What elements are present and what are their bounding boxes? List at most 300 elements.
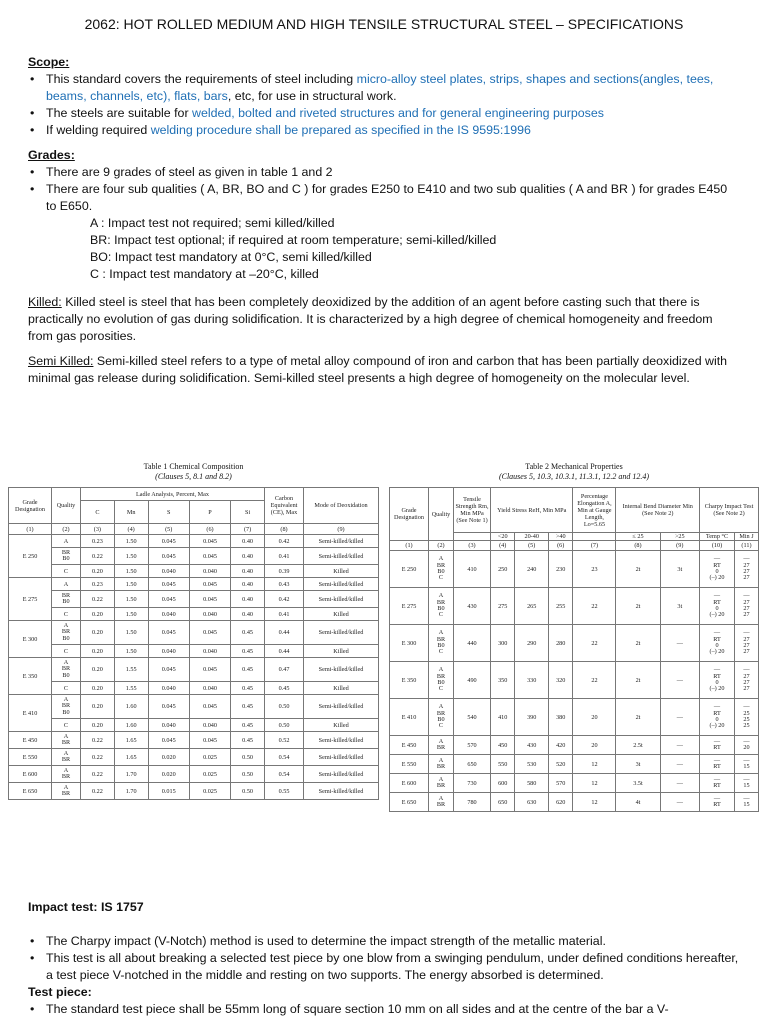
t1-value-cell: 0.22 [81, 766, 115, 783]
t1-value-cell: 0.045 [189, 548, 230, 565]
t1-value-cell: 0.45 [231, 645, 265, 658]
t1-value-cell: 0.40 [231, 578, 265, 591]
t1-value-cell: 0.54 [265, 766, 304, 783]
t1-value-cell: 0.43 [265, 578, 304, 591]
t2-temp-cell: — RT [700, 793, 735, 812]
impact-heading: Impact test: IS 1757 [28, 900, 144, 914]
t2-j-cell: — 27 27 27 [734, 662, 758, 699]
t1-value-cell: 0.045 [148, 732, 189, 749]
t2-q-cell: A BR [429, 774, 454, 793]
test-piece-heading: Test piece: [28, 985, 92, 999]
t1-h-quality: Quality [52, 488, 81, 524]
t2-y2-cell: 530 [515, 755, 549, 774]
t1-quality-cell: C [52, 565, 81, 578]
t1-quality-cell: A [52, 578, 81, 591]
t1-value-cell: 0.45 [231, 658, 265, 682]
table-row [9, 732, 379, 749]
table-row [390, 736, 759, 755]
t1-value-cell: 0.45 [231, 719, 265, 732]
t1-quality-cell: C [52, 645, 81, 658]
t2-col-num: (9) [660, 541, 700, 551]
t2-temp-cell: — RT 0 (–) 20 [700, 625, 735, 662]
t2-temp-cell: — RT 0 (–) 20 [700, 551, 735, 588]
t1-grade-cell: E 250 [9, 535, 52, 578]
table-row [390, 625, 759, 662]
t2-h-blank [454, 533, 491, 541]
t2-el-cell: 22 [573, 662, 616, 699]
t1-quality-cell: A BR [52, 749, 81, 766]
t1-value-cell: 0.20 [81, 695, 115, 719]
t1-value-cell: 1.60 [114, 695, 148, 719]
t2-ts-cell: 540 [454, 699, 491, 736]
t2-b1-cell: 2t [616, 551, 660, 588]
t1-value-cell: 0.040 [148, 565, 189, 578]
t2-b2-cell: — [660, 699, 700, 736]
t2-b1-cell: 2.5t [616, 736, 660, 755]
t1-value-cell: Semi-killed/killed [304, 548, 379, 565]
t1-col-num: (9) [304, 524, 379, 535]
t2-grade-cell: E 300 [390, 625, 429, 662]
t1-value-cell: 0.23 [81, 578, 115, 591]
t1-value-cell: 0.50 [231, 749, 265, 766]
t2-b1-cell: 2t [616, 662, 660, 699]
t2-h-y2: 20-40 [515, 533, 549, 541]
t2-h-tensile: Tensile Strength Rm, Min MPa (See Note 1) [454, 488, 491, 533]
t2-el-cell: 12 [573, 793, 616, 812]
t1-value-cell: 0.040 [189, 719, 230, 732]
t1-grade-cell: E 300 [9, 621, 52, 658]
impact-bullet-3: • The standard test piece shall be 55mm long of square section 10 mm on all sides and at the centre of the bar a V- [28, 1001, 740, 1018]
t1-quality-cell: A BR B0 [52, 658, 81, 682]
t2-col-num: (2) [429, 541, 454, 551]
t2-y3-cell: 255 [549, 588, 573, 625]
t1-value-cell: 0.52 [265, 732, 304, 749]
t1-value-cell: 0.025 [189, 749, 230, 766]
t1-value-cell: 0.040 [148, 645, 189, 658]
t1-value-cell: 0.50 [265, 719, 304, 732]
semi-killed-text: Semi-killed steel refers to a type of metal alloy compound of iron and carbon that has been partially deoxidized with minimal gas release during solidification. Semi-killed steel presents a high degree of homogeneity on the molecular level. [28, 354, 728, 385]
t2-temp-cell: — RT [700, 755, 735, 774]
t1-col-num: (1) [9, 524, 52, 535]
t1-value-cell: 0.025 [189, 766, 230, 783]
t1-value-cell: 0.20 [81, 682, 115, 695]
table-row [9, 766, 379, 783]
t1-value-cell: 0.045 [189, 591, 230, 608]
t2-col-num: (1) [390, 541, 429, 551]
t1-value-cell: 1.65 [114, 732, 148, 749]
t2-j-cell: — 27 27 27 [734, 625, 758, 662]
t2-grade-cell: E 350 [390, 662, 429, 699]
t2-y1-cell: 250 [491, 551, 515, 588]
t1-value-cell: 0.020 [148, 766, 189, 783]
t1-quality-cell: A BR [52, 732, 81, 749]
t1-value-cell: 0.045 [148, 535, 189, 548]
t2-q-cell: A BR B0 C [429, 625, 454, 662]
quality-bo: BO: Impact test mandatory at 0°C, semi killed/killed [90, 250, 372, 264]
semi-killed-definition [28, 353, 740, 387]
t1-value-cell: 0.045 [189, 578, 230, 591]
t1-value-cell: 0.40 [231, 608, 265, 621]
t1-value-cell: 0.50 [231, 766, 265, 783]
t1-value-cell: 0.39 [265, 565, 304, 578]
t2-b1-cell: 3t [616, 755, 660, 774]
t1-value-cell: 1.55 [114, 658, 148, 682]
t1-value-cell: 1.70 [114, 766, 148, 783]
t2-h-blank2 [573, 533, 616, 541]
t2-b2-cell: — [660, 774, 700, 793]
t1-value-cell: 0.40 [231, 565, 265, 578]
t2-ts-cell: 410 [454, 551, 491, 588]
t1-value-cell: Killed [304, 565, 379, 578]
t2-j-cell: — 15 [734, 774, 758, 793]
t1-value-cell: 1.50 [114, 591, 148, 608]
table1-subtitle: (Clauses 5, 8.1 and 8.2) [155, 472, 232, 481]
t2-ts-cell: 490 [454, 662, 491, 699]
t1-value-cell: 0.015 [148, 783, 189, 800]
t1-quality-cell: BR B0 [52, 591, 81, 608]
t2-q-cell: A BR [429, 793, 454, 812]
t2-el-cell: 22 [573, 625, 616, 662]
t1-value-cell: Semi-killed/killed [304, 621, 379, 645]
t2-h-b2: >25 [660, 533, 700, 541]
killed-text: Killed steel is steel that has been completely deoxidized by the addition of an agent before casting such that there is practically no evolution of gas during solidification. It is characterized by a high degree of chemical homogeneity and freedom from gas porosities. [28, 295, 713, 343]
t1-grade-cell: E 600 [9, 766, 52, 783]
t1-value-cell: 1.50 [114, 565, 148, 578]
table-row [390, 755, 759, 774]
t2-h-quality: Quality [429, 488, 454, 541]
t2-b2-cell: — [660, 736, 700, 755]
t1-h-c: C [81, 501, 115, 524]
t1-value-cell: 1.50 [114, 535, 148, 548]
t2-h-charpy: Charpy Impact Test (See Note 2) [700, 488, 759, 533]
t1-value-cell: 0.22 [81, 548, 115, 565]
t1-value-cell: 0.045 [148, 621, 189, 645]
t1-value-cell: 0.40 [231, 548, 265, 565]
t2-y2-cell: 330 [515, 662, 549, 699]
t1-value-cell: 0.20 [81, 719, 115, 732]
grades-heading: Grades: [28, 148, 75, 162]
t2-y1-cell: 300 [491, 625, 515, 662]
table-row [9, 548, 379, 565]
t2-col-num: (4) [491, 541, 515, 551]
t2-b1-cell: 2t [616, 588, 660, 625]
t1-value-cell: 0.44 [265, 645, 304, 658]
t1-h-ladle: Ladle Analysis, Percent, Max [81, 488, 265, 501]
t1-h-mode: Mode of Deoxidation [304, 488, 379, 524]
t1-value-cell: 0.040 [189, 565, 230, 578]
t1-value-cell: 0.045 [148, 578, 189, 591]
table-row [9, 608, 379, 621]
t1-value-cell: Killed [304, 719, 379, 732]
t2-grade-cell: E 600 [390, 774, 429, 793]
mechanical-properties-table [389, 487, 759, 812]
table-row [390, 699, 759, 736]
t1-quality-cell: C [52, 682, 81, 695]
t1-value-cell: 0.045 [148, 548, 189, 565]
t1-value-cell: Semi-killed/killed [304, 591, 379, 608]
t2-b2-cell: — [660, 662, 700, 699]
t1-value-cell: 1.50 [114, 645, 148, 658]
chemical-composition-table [8, 487, 379, 800]
t2-q-cell: A BR B0 C [429, 662, 454, 699]
t1-value-cell: 0.045 [189, 695, 230, 719]
t2-h-elong: Percentage Elongation A, Min at Gauge Length, Lo=5.65 [573, 488, 616, 533]
t1-value-cell: Semi-killed/killed [304, 535, 379, 548]
t1-value-cell: 0.41 [265, 608, 304, 621]
table-row [9, 749, 379, 766]
t1-value-cell: 0.20 [81, 658, 115, 682]
table-row [390, 588, 759, 625]
t2-col-num: (11) [734, 541, 758, 551]
t1-value-cell: Killed [304, 682, 379, 695]
t1-value-cell: 0.40 [231, 591, 265, 608]
t1-h-grade: Grade Designation [9, 488, 52, 524]
t1-value-cell: 0.045 [148, 658, 189, 682]
t2-h-temp: Temp °C [700, 533, 735, 541]
t1-value-cell: 0.55 [265, 783, 304, 800]
t2-grade-cell: E 250 [390, 551, 429, 588]
t1-h-mn: Mn [114, 501, 148, 524]
table-row [9, 645, 379, 658]
t1-quality-cell: A BR [52, 783, 81, 800]
t2-temp-cell: — RT 0 (–) 20 [700, 588, 735, 625]
t1-quality-cell: A BR [52, 766, 81, 783]
t2-y2-cell: 390 [515, 699, 549, 736]
t1-value-cell: 1.65 [114, 749, 148, 766]
t1-value-cell: 1.50 [114, 608, 148, 621]
t2-ts-cell: 780 [454, 793, 491, 812]
table-row [9, 695, 379, 719]
t1-value-cell: 0.040 [189, 608, 230, 621]
table2-caption [389, 462, 759, 482]
t1-grade-cell: E 450 [9, 732, 52, 749]
t2-col-num: (7) [573, 541, 616, 551]
t1-value-cell: 1.50 [114, 548, 148, 565]
t2-el-cell: 20 [573, 699, 616, 736]
t1-value-cell: Semi-killed/killed [304, 749, 379, 766]
scope-bullet-1: • This standard covers the requirements of steel including micro-alloy steel plates, strips, shapes and sections(angles, tees, beams, channels, etc), flats, bars, etc, for use in structural work. [28, 71, 740, 105]
t1-value-cell: 0.040 [189, 645, 230, 658]
t2-h-grade: Grade Designation [390, 488, 429, 541]
t1-value-cell: 0.45 [231, 621, 265, 645]
t2-y3-cell: 620 [549, 793, 573, 812]
table1-title: Table 1 Chemical Composition [143, 462, 244, 471]
t2-y3-cell: 280 [549, 625, 573, 662]
t1-quality-cell: A [52, 535, 81, 548]
t1-col-num: (5) [148, 524, 189, 535]
t1-value-cell: 0.22 [81, 591, 115, 608]
t2-grade-cell: E 410 [390, 699, 429, 736]
t1-value-cell: 0.44 [265, 621, 304, 645]
t1-value-cell: 0.20 [81, 608, 115, 621]
t1-grade-cell: E 350 [9, 658, 52, 695]
t1-value-cell: 0.50 [231, 783, 265, 800]
t2-j-cell: — 15 [734, 755, 758, 774]
t1-value-cell: Killed [304, 645, 379, 658]
table-row [9, 719, 379, 732]
killed-definition [28, 294, 740, 345]
t2-y1-cell: 275 [491, 588, 515, 625]
t1-value-cell: 0.045 [148, 591, 189, 608]
semi-killed-term: Semi Killed: [28, 354, 94, 368]
t2-y2-cell: 240 [515, 551, 549, 588]
t1-value-cell: Semi-killed/killed [304, 783, 379, 800]
t2-y2-cell: 580 [515, 774, 549, 793]
t2-b2-cell: — [660, 755, 700, 774]
t2-y3-cell: 380 [549, 699, 573, 736]
t2-col-num: (3) [454, 541, 491, 551]
t2-b1-cell: 3.5t [616, 774, 660, 793]
t2-h-bend: Internal Bend Diameter Min (See Note 2) [616, 488, 700, 533]
t1-value-cell: Semi-killed/killed [304, 578, 379, 591]
t2-y1-cell: 350 [491, 662, 515, 699]
t1-quality-cell: BR B0 [52, 548, 81, 565]
quality-a: A : Impact test not required; semi killed/killed [90, 216, 335, 230]
t1-value-cell: 0.020 [148, 749, 189, 766]
t1-col-num: (3) [81, 524, 115, 535]
impact-bullet-2: • This test is all about breaking a selected test piece by one blow from a swinging pendulum, under defined conditions hereafter, a test piece V-notched in the middle and resting on two supports. The energy absorbed is determined. [28, 950, 740, 984]
t1-value-cell: 0.20 [81, 621, 115, 645]
page-title: 2062: HOT ROLLED MEDIUM AND HIGH TENSILE STRUCTURAL STEEL – SPECIFICATIONS [84, 16, 684, 32]
t2-grade-cell: E 650 [390, 793, 429, 812]
t1-value-cell: 0.040 [189, 682, 230, 695]
t1-quality-cell: A BR B0 [52, 695, 81, 719]
t2-y1-cell: 410 [491, 699, 515, 736]
t1-grade-cell: E 275 [9, 578, 52, 621]
t2-y3-cell: 320 [549, 662, 573, 699]
table-row [390, 662, 759, 699]
t1-value-cell: 0.23 [81, 535, 115, 548]
quality-br: BR: Impact test optional; if required at room temperature; semi-killed/killed [90, 233, 497, 247]
t2-col-num: (6) [549, 541, 573, 551]
t2-ts-cell: 570 [454, 736, 491, 755]
t1-value-cell: 1.60 [114, 719, 148, 732]
t1-value-cell: Semi-killed/killed [304, 732, 379, 749]
t1-value-cell: 0.20 [81, 565, 115, 578]
t2-col-num: (5) [515, 541, 549, 551]
t2-ts-cell: 650 [454, 755, 491, 774]
t2-temp-cell: — RT [700, 736, 735, 755]
t1-value-cell: 0.025 [189, 783, 230, 800]
t2-y2-cell: 430 [515, 736, 549, 755]
t2-q-cell: A BR [429, 755, 454, 774]
t2-h-yield: Yield Stress ReH, Min MPa [491, 488, 573, 533]
t2-col-num: (8) [616, 541, 660, 551]
scope-section [28, 54, 740, 139]
t2-el-cell: 12 [573, 774, 616, 793]
t2-y3-cell: 570 [549, 774, 573, 793]
t1-value-cell: Semi-killed/killed [304, 766, 379, 783]
t2-col-num: (10) [700, 541, 735, 551]
t2-y1-cell: 600 [491, 774, 515, 793]
t2-y1-cell: 550 [491, 755, 515, 774]
t1-value-cell: 0.22 [81, 749, 115, 766]
t1-value-cell: Semi-killed/killed [304, 658, 379, 682]
killed-term: Killed: [28, 295, 62, 309]
t2-el-cell: 22 [573, 588, 616, 625]
t1-value-cell: 0.040 [148, 608, 189, 621]
t2-q-cell: A BR B0 C [429, 588, 454, 625]
t2-y3-cell: 230 [549, 551, 573, 588]
t1-col-num: (8) [265, 524, 304, 535]
t1-value-cell: 1.50 [114, 578, 148, 591]
t2-ts-cell: 440 [454, 625, 491, 662]
t2-el-cell: 23 [573, 551, 616, 588]
grades-bullet-1: • There are 9 grades of steel as given in table 1 and 2 [28, 164, 740, 181]
t1-value-cell: Semi-killed/killed [304, 695, 379, 719]
scope-bullet-2: • The steels are suitable for welded, bolted and riveted structures and for general engineering purposes [28, 105, 740, 122]
t1-h-ce: Carbon Equivalent (CE), Max [265, 488, 304, 524]
table-row [9, 682, 379, 695]
t1-grade-cell: E 410 [9, 695, 52, 732]
t1-value-cell: 0.040 [148, 719, 189, 732]
quality-c: C : Impact test mandatory at –20°C, killed [90, 267, 319, 281]
t2-y1-cell: 650 [491, 793, 515, 812]
t2-h-b1: ≤ 25 [616, 533, 660, 541]
table-row [390, 774, 759, 793]
scope-bullet-3: • If welding required welding procedure shall be prepared as specified in the IS 9595:1996 [28, 122, 740, 139]
t1-value-cell: 0.22 [81, 732, 115, 749]
t1-value-cell: 0.045 [189, 658, 230, 682]
t2-h-y3: >40 [549, 533, 573, 541]
t1-value-cell: 1.55 [114, 682, 148, 695]
t2-temp-cell: — RT 0 (–) 20 [700, 699, 735, 736]
t1-value-cell: 0.54 [265, 749, 304, 766]
t2-el-cell: 20 [573, 736, 616, 755]
t2-q-cell: A BR B0 C [429, 699, 454, 736]
t1-col-num: (4) [114, 524, 148, 535]
t1-col-num: (7) [231, 524, 265, 535]
table2-title: Table 2 Mechanical Properties [525, 462, 623, 471]
t1-value-cell: 0.42 [265, 591, 304, 608]
t2-grade-cell: E 550 [390, 755, 429, 774]
t2-h-min: Min J [734, 533, 758, 541]
t2-j-cell: — 15 [734, 793, 758, 812]
t1-grade-cell: E 650 [9, 783, 52, 800]
t1-h-p: P [189, 501, 230, 524]
t2-j-cell: — 27 27 27 [734, 588, 758, 625]
t1-h-s: S [148, 501, 189, 524]
t2-b2-cell: 3t [660, 588, 700, 625]
table-row [9, 578, 379, 591]
t1-grade-cell: E 550 [9, 749, 52, 766]
t1-value-cell: 0.42 [265, 535, 304, 548]
t2-q-cell: A BR [429, 736, 454, 755]
t1-value-cell: 1.50 [114, 621, 148, 645]
impact-bullet-1: • The Charpy impact (V-Notch) method is used to determine the impact strength of the metallic material. [28, 933, 740, 950]
t1-value-cell: 0.47 [265, 658, 304, 682]
t2-temp-cell: — RT [700, 774, 735, 793]
t2-temp-cell: — RT 0 (–) 20 [700, 662, 735, 699]
t2-grade-cell: E 450 [390, 736, 429, 755]
t2-y3-cell: 420 [549, 736, 573, 755]
table-row [9, 658, 379, 682]
table-row [9, 621, 379, 645]
t2-y3-cell: 520 [549, 755, 573, 774]
t2-b1-cell: 2t [616, 699, 660, 736]
t2-b2-cell: — [660, 793, 700, 812]
t1-value-cell: 0.45 [265, 682, 304, 695]
t2-h-y1: <20 [491, 533, 515, 541]
t1-value-cell: 0.20 [81, 645, 115, 658]
t1-value-cell: 0.45 [231, 695, 265, 719]
t2-y2-cell: 630 [515, 793, 549, 812]
t1-value-cell: Killed [304, 608, 379, 621]
t1-value-cell: 0.040 [148, 682, 189, 695]
t1-quality-cell: C [52, 608, 81, 621]
table-row [390, 551, 759, 588]
grades-bullet-2: • There are four sub qualities ( A, BR, BO and C ) for grades E250 to E410 and two sub qualities ( A and BR ) for grades E450 to E650. [28, 181, 740, 215]
